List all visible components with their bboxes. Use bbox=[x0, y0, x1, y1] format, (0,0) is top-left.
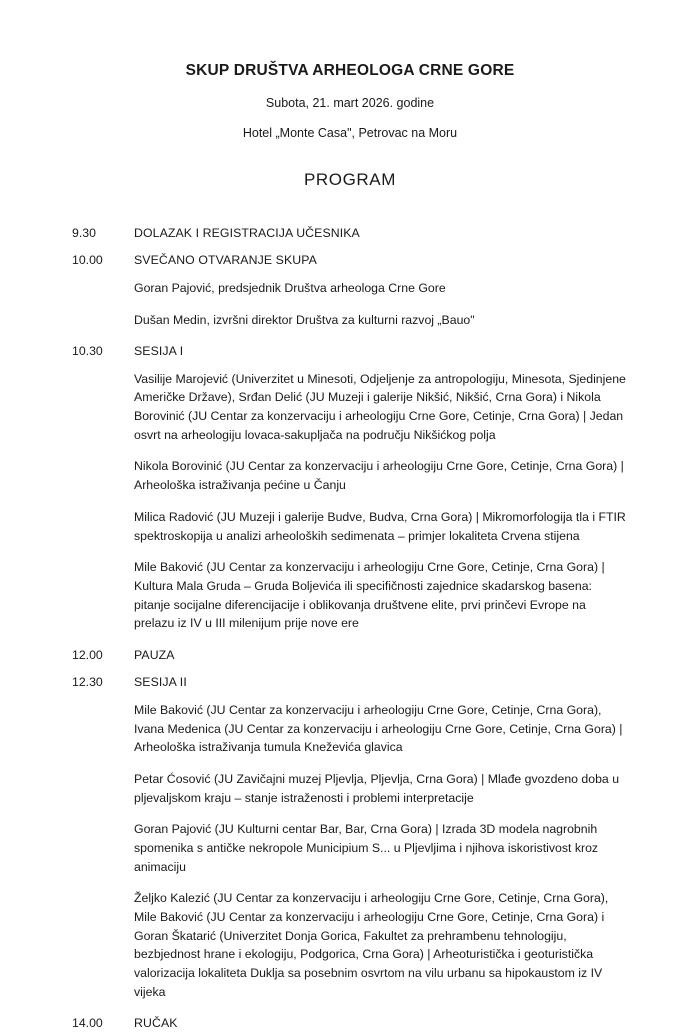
schedule-item: Petar Ćosović (JU Zavičajni muzej Pljevlja, Pljevlja, Crna Gora) | Mlađe gvozdeno doba u pljevaljskom kraju – stanje istraženosti i problemi interpretacije bbox=[134, 771, 620, 805]
schedule-item: Mile Baković (JU Centar za konzervaciju i arheologiju Crne Gore, Cetinje, Crna Gora) | Kultura Mala Gruda – Gruda Boljevića ili specifičnosti zajednice skadarskog basena: pitanje socijalne diferencijacije i oblikovanja društvene elite, prvi prinčevi Evrope na prelazu iz IV u III milenijum prije nove ere bbox=[134, 560, 605, 631]
schedule-item-text: Goran Pajović (JU Kulturni centar Bar, Bar, Crna Gora) | Izrada 3D modela nagrobnih spomenika s antičke nekropole Municipium S... u Pljevljima i njihova iskoristivost kroz animaciju bbox=[134, 822, 599, 874]
page-title: SKUP DRUŠTVA ARHEOLOGA CRNE GORE bbox=[185, 62, 515, 79]
event-date: Subota, 21. mart 2026. godine bbox=[265, 96, 435, 110]
schedule-item: Goran Pajović, predsjednik Društva arheologa Crne Gore bbox=[134, 280, 446, 295]
schedule-label: RUČAK bbox=[134, 1016, 178, 1031]
schedule-time: 12.30 bbox=[72, 675, 103, 690]
schedule-label: SVEČANO OTVARANJE SKUPA bbox=[134, 253, 317, 268]
schedule-item: Vasilije Marojević (Univerzitet u Minesoti, Odjeljenje za antropologiju, Minesota, Sjedinjene Američke Države), Srđan Delić (JU Muzeji i galerije Nikšić, Nikšić, Crna Gora) i Nikola Borovinić (JU Centar za konzervaciju i arheologiju Crne Gore, Cetinje, Crna Gora) | Jedan osvrt na arheologiju lovaca-sakupljača na području Nikšićkog polja bbox=[134, 371, 626, 442]
schedule-row bbox=[72, 646, 628, 664]
schedule-item: Željko Kalezić (JU Centar za konzervaciju i arheologiju Crne Gore, Cetinje, Crna Gora), Mile Baković (JU Centar za konzervaciju i arheologiju Crne Gore, Cetinje, Crna Gora) i Goran Škatarić (Univerzitet Donja Gorica, Fakultet za prehrambenu tehnologiju, bezbjednost hrane i ekologiju, Podgorica, Crna Gora) | Arheoturistička i geoturistička valorizacija lokaliteta Duklja sa posebnim osvrtom na vilu urbanu sa hipokaustom iz IV vijeka bbox=[134, 891, 609, 999]
schedule-label: DOLAZAK I REGISTRACIJA UČESNIKA bbox=[134, 226, 360, 240]
schedule-row bbox=[72, 224, 628, 242]
schedule-time: 12.00 bbox=[72, 647, 103, 662]
schedule-item: Nikola Borovinić (JU Centar za konzervaciju i arheologiju Crne Gore, Cetinje, Crna Gora) | Arheološka istraživanja pećine u Čanju bbox=[134, 459, 624, 493]
event-venue: Hotel „Monte Casa", Petrovac na Moru bbox=[242, 126, 458, 140]
schedule-time: 14.00 bbox=[72, 1016, 103, 1031]
schedule-row bbox=[72, 251, 628, 269]
schedule-row bbox=[72, 342, 628, 360]
schedule-label: SESIJA II bbox=[134, 675, 187, 690]
schedule-label: PAUZA bbox=[134, 647, 175, 662]
schedule-item: Milica Radović (JU Muzeji i galerije Budve, Budva, Crna Gora) | Mikromorfologija tla i FTIR spektroskopija u analizi arheoloških sedimenata – primjer lokaliteta Crvena stijena bbox=[134, 509, 626, 543]
schedule-time: 10.00 bbox=[72, 253, 103, 268]
program-heading: PROGRAM bbox=[303, 170, 397, 189]
schedule-row bbox=[72, 673, 628, 691]
schedule-row bbox=[72, 1014, 628, 1032]
schedule-time: 9.30 bbox=[72, 226, 96, 240]
schedule-item: Dušan Medin, izvršni direktor Društva za kulturni razvoj „Bauo" bbox=[134, 312, 475, 327]
schedule-item: Mile Baković (JU Centar za konzervaciju i arheologiju Crne Gore, Cetinje, Crna Gora), Ivana Medenica (JU Centar za konzervaciju i arheologiju Crne Gore, Cetinje, Crna Gora) | Arheološka istraživanja tumula Kneževića glavica bbox=[134, 702, 623, 755]
schedule-time: 10.30 bbox=[72, 344, 103, 359]
schedule-label: SESIJA I bbox=[134, 344, 184, 359]
schedule-item bbox=[134, 820, 628, 876]
program-schedule bbox=[72, 224, 628, 1033]
